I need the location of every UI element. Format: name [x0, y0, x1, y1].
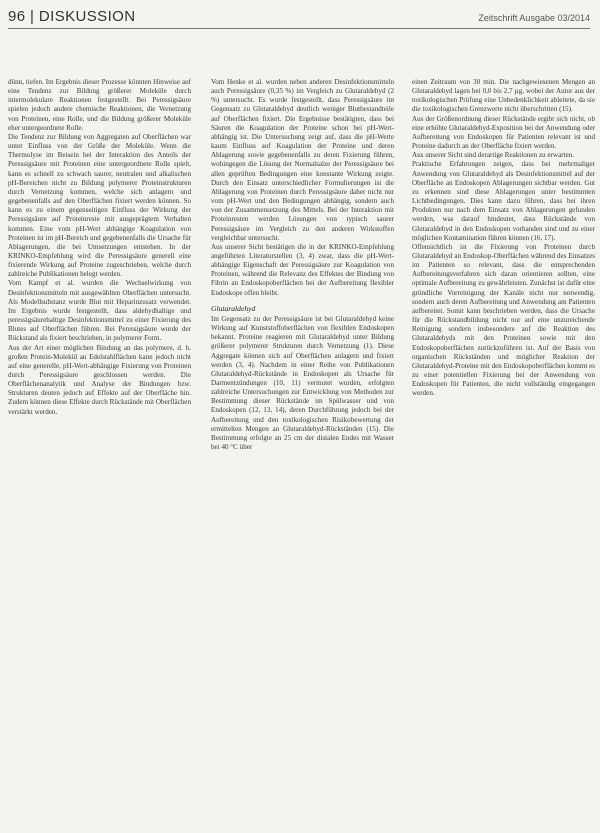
paragraph: Aus unserer Sicht sind derartige Reaktionen zu erwarten. — [412, 151, 574, 160]
paragraph: Vom Kampf et al. wurden die Wechselwirkung von Desinfektionsmitteln mit ausgewählten Oberflächen untersucht. Als Modellsubstanz wurde Blut mit Heparinzusatz verwendet. Im Ergebnis wurde festgestellt, dass aldehydhaltige und peressigsäurehaltige Desinfektionsmittel zu einer Fixierung des Blutes auf Oberflächen führen. Bei Peressigsäure wurde der Rückstand als fixiert beschrieben, in polymerer Form. — [8, 279, 191, 343]
paragraph: Aus der Größenordnung dieser Rückstände ergibt sich nicht, ob eine erhöhte Glutaraldehyd-Exposition bei der Anwendung oder Aufbereitung von Endoskopen für Patienten relevant ist und Proteine dadurch an der Oberfläche fixiert werden. — [412, 114, 595, 151]
journal-issue: Zeitschrift Ausgabe 03/2014 — [478, 13, 590, 23]
paragraph: Die Tendenz zur Bildung von Aggregaten auf Oberflächen war unter Einfluss von der Größe der Moleküle. Wenn die Thermolyse im Beisein bei der Interaktion des Anteils der Peressigsäure mit Proteinen eine untergeordnete Rolle spielt, kann es schnell zu schwach saurer, neutralen und alkalischen pH-Bereichen nicht zu Bildung polymerer Proteinstrukturen durch Vernetzung kommen, welche sich anlagern und gegebenenfalls auf den Oberflächen fixiert werden können. So kann es zu einem gegenseitigen Einfluss der Wirkung der Peressigsäure auf Proteinreste mit ausgeprägtem Verhalten kommen. Eine vom pH-Wert abhängige Koagulation von Proteinen ist im pH-Bereich und gegebenenfalls die Ursache für Ablagerungen, die bei Umsetzungen entstehen. In der KRINKO-Empfehlung wird die Peressigsäure generell eine fixierende Wirkung auf Proteine zugeschrieben, welche durch zahlreiche Publikationen belegt werden. — [8, 132, 191, 279]
paragraph: Im Gegensatz zu der Peressigsäure ist bei Glutaraldehyd keine Wirkung auf Kunststoffoberflächen von flexiblen Endoskopen bekannt. Proteine reagieren mit Glutaraldehyd unter Bildung größerer polymerer Strukturen durch Vernetzung (1). Diese Aggregate können sich auf Oberflächen anlagern und fixiert werden (3, 4). Nachdem in einer Reihe von Publikationen Glutaraldehyd-Rückstände in Endoskopen als Ursache für Darmentzündungen (10, 11) vermutet wurden, erfolgten zahlreiche Untersuchungen zur Entwicklung von Methoden zur Bestimmung dieser Rückstände im Spülwasser und von Endoskopen (12, 13, 14), deren Durchführung jedoch bei der Aufbereitung und den toxikologischen Risikobewertung der ermittelten Mengen an Glutaraldehyd-Rückständen (15). Die Bestimmung erfolgte an 25 cm der distalen Endes mit Wasser bei 40 °C über — [211, 314, 394, 452]
paragraph: Offensichtlich ist die Fixierung von Proteinen durch Glutaraldehyd an Endoskop-Oberflächen während des Einsatzes im Patienten so relevant, dass die entsprechenden Aufbereitungsverfahren sich daran orientieren sollten, eine optimale Aufbereitung zu gewährleisten. Zunächst ist dafür eine gründliche Vorreinigung der Kanäle nicht nur notwendig, sondern auch deren Aufbereitung und Anwendung am Patienten aufbereitet. Somit kann beschrieben werden, dass die Ursache für die Rückstandbildung nicht nur auf eine unzureichende Reinigung sondern insbesondere auf die Reaktion des Glutaraldehyds mit den Proteinen sowie mit den Endoskopoberflächen zurückzuführen ist. Auf der Basis von organischen Rückständen und möglicher Reaktion der Glutaraldehyd-Proteine mit den Endoskopoberflächen kommt es zu einer potentiellen Fixierung bei der Anwendung von Endoskopen für Patienten, die nicht vollständig eingegangen werden. — [412, 242, 595, 398]
text-columns — [8, 78, 594, 824]
paragraph: einen Zeitraum von 30 min. Die nachgewiesenen Mengen an Glutaraldehyd lagen bei 0,0 bis 2,7 µg, wobei der Autor aus der toxikologischen Prüfung eine Unbedenklichkeit ableitete, da sie die toxikologischen Grenzwerte nicht überschritten (15). — [412, 78, 595, 114]
column-2 — [211, 78, 394, 824]
paragraph: Vom Henke et al. wurden neben anderen Desinfektionsmitteln auch Peressigsäure (0,35 %) im Vergleich zu Glutaraldehyd (2 %) untersucht. Es wurde festgestellt, dass Peressigsäure im Gegensatz zu Glutaraldehyd deutlich weniger Blutbestandteile auf Oberflächen fixiert. Die Ergebnisse bestätigten, dass bei Säuren die Koagulation der Proteine schon bei pH-Wert-abhängig ist. Die Untersuchung zeigt auf, dass die pH-Werte kaum Einfluss auf Koagulation der Proteine und deren Ablagerung sowie gegebenenfalls zu deren Fixierung führen, wohingegen die Lösung der Normalsalze der Peressigsäure bei allen geprüften Bedingungen eine konstante Wirkung zeigte. Durch den Einsatz unterschiedlicher Formulierungen ist die Ablagerung von Proteinen durch Peressigsäure daher nicht nur vom pH-Wert und den Bedingungen abhängig, sondern auch von der Zusammensetzung des Mittels. Bei der Interaktion mit Proteinresten werden Lösungen von typisch saurer Peressigsäure im Vergleich zu den anderen Wirkstoffen vergleichbar untersucht. — [211, 78, 394, 242]
column-1 — [8, 78, 191, 824]
paragraph: dünn, tiefen. Im Ergebnis dieser Prozesse könnten Hinweise auf eine Tendenz zur Bildung größerer Moleküle durch intermolekulare Reaktionen festgestellt. Bei Peressigsäure spielen jedoch andere chemische Reaktionen, die Vernetzung von Proteinen, eine Rolle, und die Bildung größerer Moleküle eher untergeordnete Rolle. — [8, 78, 191, 132]
section-title: 96 | DISKUSSION — [8, 8, 136, 25]
paragraph: Aus unserer Sicht bestätigen die in der KRINKO-Empfehlung angeführten Literaturstellen (3, 4) zwar, dass die pH-Wert-abhängige Eigenschaft der Peressigsäure zur Koagulation von Proteinen, während die Relevanz des Effektes der Bindung von Fibrin an Endoskopoberflächen bei der Aufbereitung flexibler Endoskope offen bleibt. — [211, 242, 394, 297]
subheading-glutaraldehyd: Glutaraldehyd — [211, 303, 256, 313]
paragraph: Praktische Erfahrungen zeigen, dass bei mehrmaliger Anwendung von Glutaraldehyd als Desinfektionsmittel auf der Oberfläche an Endoskopen Ablagerungen sichtbar werden. Gut zu erkennen sind diese Ablagerungen unter bestimmten Lichtbedingungen. Dies kann dazu führen, dass bei ihren Produkten nur nach dem Einsatz von Ablagerungen gefunden werden, was darauf hindeutet, dass Rückstände von Glutaraldehyd in den Endoskopen vorhanden sind und zu einer möglichen Kontamination führen können (16, 17). — [412, 160, 595, 242]
column-3 — [412, 78, 595, 824]
page-header — [8, 6, 590, 29]
paragraph: Aus der Art einer möglichen Bindung an das polymere, d. h. großen Protein-Molekül an Edelstahlflächen kann jedoch nicht auf eine generelle, pH-Wert-abhängige Fixierung von Proteinen durch Peressigsäure geschlossen werden. Die Oberflächenanalytik und Analyse der Bindungen bzw. Strukturen deuten jedoch auf Effekte auf der Oberfläche hin. Zudem können diese Effekte durch Rückstände mit Oberflächen verstärkt werden. — [8, 343, 191, 416]
